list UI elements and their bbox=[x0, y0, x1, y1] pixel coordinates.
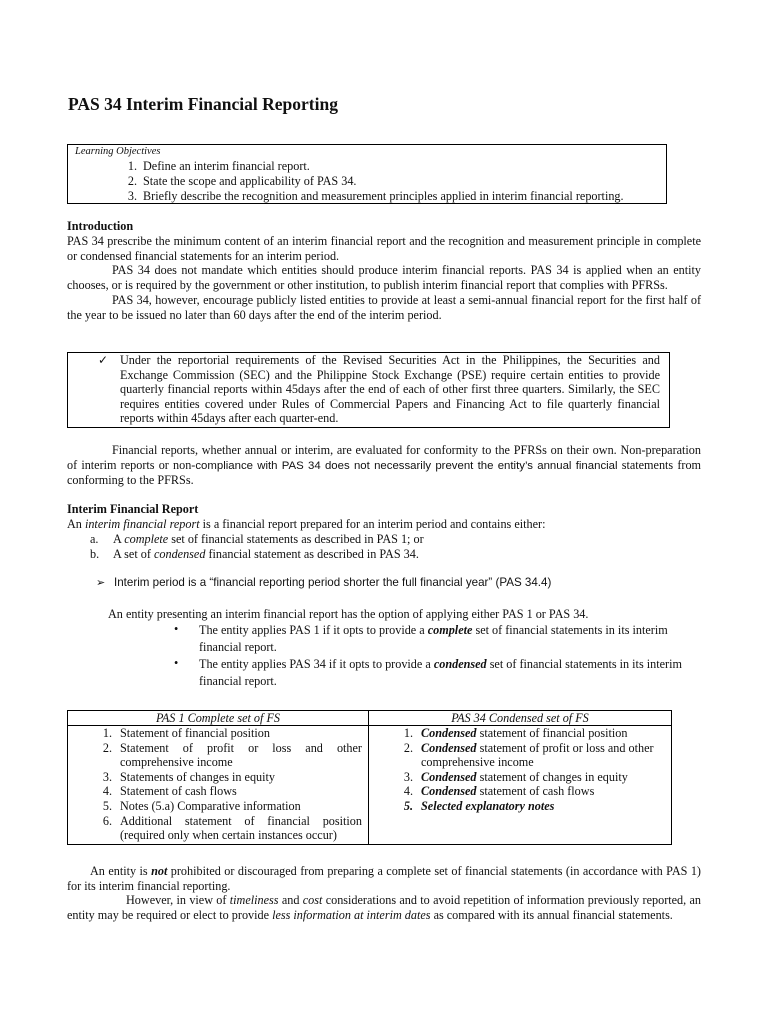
option-paragraph: An entity presenting an interim financial report has the option of applying either PAS 1 or PAS 34. bbox=[108, 607, 589, 621]
list-item: 1. Statement of financial position bbox=[102, 726, 270, 740]
table-row bbox=[68, 726, 672, 845]
list-item: 2. Condensed statement of profit or loss and other comprehensive income bbox=[403, 740, 654, 770]
list-item: a. bbox=[90, 532, 99, 546]
list-item: 1. Condensed statement of financial position bbox=[403, 726, 628, 740]
reportorial-note-text: Under the reportorial requirements of the Revised Securities Act in the Philippines, the Securities and Exchange Commission (SEC) and the Philippine Stock Exchange (PSE) require certain entities to provide quarterly financial reports within 45days after the end of each of other first three quarters. Similarly, the SEC requires entities covered under Rules of Commercial Papers and Financing Act to file quarterly financial reports within 45days after each quarter-end. bbox=[120, 353, 660, 426]
reportorial-note-box bbox=[67, 352, 670, 428]
bullet-item-pas34: The entity applies PAS 34 if it opts to provide a condensed set of financial statements in its interim financial report. bbox=[199, 657, 682, 688]
list-item: 3. Statements of changes in equity bbox=[102, 769, 276, 784]
list-item: 4. Statement of cash flows bbox=[102, 784, 237, 799]
bullet-icon: • bbox=[174, 656, 179, 670]
arrow-bullet-icon: ➢ bbox=[96, 577, 106, 589]
page-title: PAS 34 Interim Financial Reporting bbox=[68, 94, 338, 114]
conformity-paragraph: Financial reports, whether annual or interim, are evaluated for conformity to the PFRSs on their own. Non-preparation of interim reports or non-compliance with PAS 34 does not necessarily prevent the entity’s annual financial statements from conforming to the PFRSs. bbox=[67, 443, 702, 488]
pas34-column-header: PAS 34 Condensed set of FS bbox=[369, 711, 672, 726]
introduction-paragraph-2: PAS 34 does not mandate which entities should produce interim financial reports. PAS 34 is applied when an entity chooses, or is required by the government or other institution, to publish interim financial report that complies with PFRSs. bbox=[67, 263, 701, 292]
interim-period-definition: Interim period is a “financial reporting period shorter the full financial year” (PAS 34.4) bbox=[114, 576, 552, 589]
learning-objectives-heading: Learning Objectives bbox=[75, 146, 161, 157]
list-item: 1. Define an interim financial report. bbox=[127, 159, 310, 173]
learning-objectives-list bbox=[116, 159, 624, 204]
pas34-cell bbox=[369, 726, 672, 845]
list-item: 6. Additional statement of financial position (required only when certain instances occur) bbox=[102, 813, 362, 843]
introduction-paragraph-1: PAS 34 prescribe the minimum content of an interim financial report and the recognition and measurement principle in complete or condensed financial statements for an interim period. bbox=[67, 234, 701, 263]
bullet-icon: • bbox=[174, 622, 179, 636]
learning-objectives-box bbox=[67, 144, 667, 204]
closing-paragraph-1: An entity is not prohibited or discouraged from preparing a complete set of financial statements (in accordance with PAS 1) for its interim financial reporting. bbox=[67, 864, 701, 893]
interim-report-heading: Interim Financial Report bbox=[67, 502, 199, 516]
list-item: 3. Condensed statement of changes in equity bbox=[403, 769, 628, 784]
introduction-paragraph-3: PAS 34, however, encourage publicly listed entities to provide at least a semi-annual financial report for the first half of the year to be issued no later than 60 days after the end of the interim period. bbox=[67, 293, 701, 322]
introduction-heading: Introduction bbox=[67, 219, 134, 233]
list-item: A set of condensed financial statement as described in PAS 34. bbox=[113, 547, 419, 561]
list-item: 2. Statement of profit or loss and other comprehensive income bbox=[102, 740, 362, 770]
list-item: 4. Condensed statement of cash flows bbox=[403, 784, 595, 799]
list-item: 5. Selected explanatory notes bbox=[403, 798, 555, 813]
bullet-item-pas1: The entity applies PAS 1 if it opts to provide a complete set of financial statements in its interim financial report. bbox=[199, 623, 668, 654]
interim-report-definition: An interim financial report is a financial report prepared for an interim period and contains either: bbox=[67, 517, 546, 531]
pas1-column-header: PAS 1 Complete set of FS bbox=[68, 711, 369, 726]
table-header-row bbox=[68, 711, 672, 726]
checkmark-icon: ✓ bbox=[98, 353, 109, 367]
comparison-table bbox=[67, 710, 672, 845]
closing-paragraph-2: However, in view of timeliness and cost considerations and to avoid repetition of information previously reported, an entity may be required or elect to provide less information at interim dates as compared with its annual financial statements. bbox=[67, 893, 701, 922]
pas1-cell bbox=[68, 726, 369, 845]
list-item: 5. Notes (5.a) Comparative information bbox=[102, 798, 301, 813]
list-item: 2. State the scope and applicability of PAS 34. bbox=[127, 174, 357, 188]
list-item: b. bbox=[90, 547, 100, 561]
list-item: 3. Briefly describe the recognition and measurement principles applied in interim financial reporting. bbox=[127, 189, 624, 203]
list-item: A complete set of financial statements as described in PAS 1; or bbox=[113, 532, 424, 546]
